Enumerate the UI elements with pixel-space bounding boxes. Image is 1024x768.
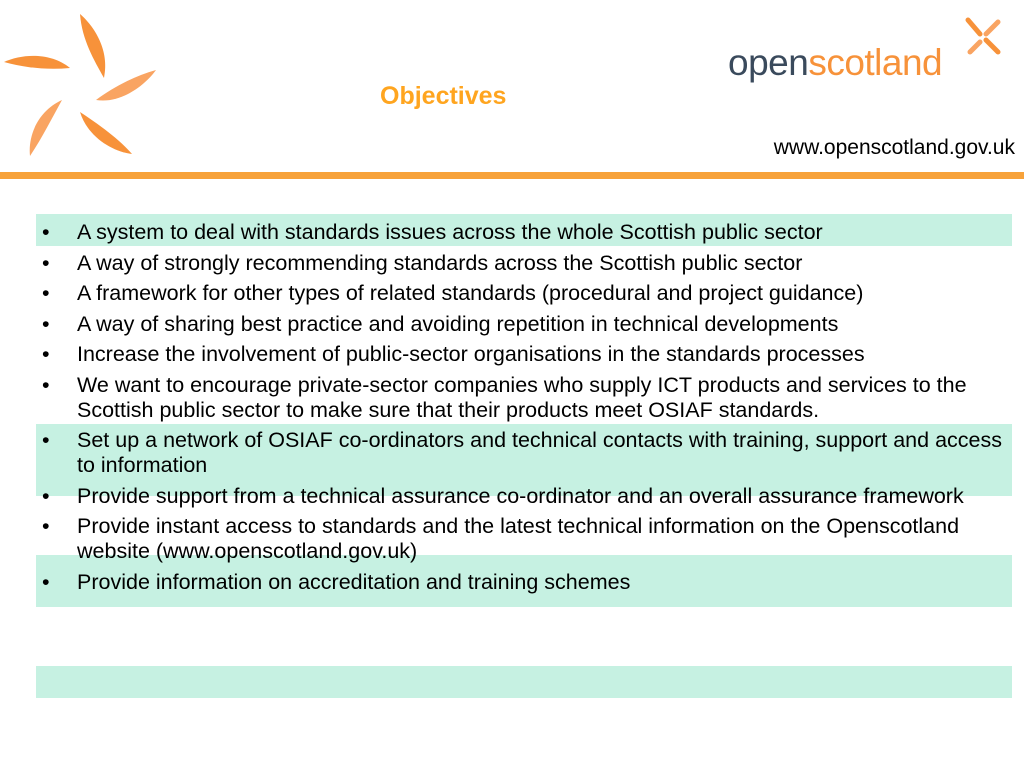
list-item-text: Set up a network of OSIAF co-ordinators and technical contacts with training, support and access to information — [77, 428, 1002, 477]
bullet: • — [42, 281, 50, 305]
bullet: • — [42, 483, 50, 508]
list-item-text: We want to encourage private-sector companies who supply ICT products and services to the Scottish public sector to make sure that their products meet OSIAF standards. — [77, 372, 967, 422]
bullet: • — [42, 514, 50, 538]
highlight-band — [36, 666, 1012, 698]
header-divider — [0, 172, 1024, 179]
brand-scotland-text: scotland — [808, 42, 943, 83]
saltire-mark-icon — [962, 16, 1004, 58]
objectives-list — [36, 220, 1016, 600]
list-item — [36, 428, 1016, 478]
bullet: • — [42, 428, 50, 452]
list-item-text: A way of sharing best practice and avoiding repetition in technical developments — [77, 311, 839, 336]
bullet: • — [42, 569, 50, 594]
brand-open-text: open — [728, 42, 809, 83]
list-item — [36, 251, 1016, 276]
list-item-text: Provide support from a technical assurance co-ordinator and an overall assurance framework — [77, 483, 964, 508]
list-item — [36, 312, 1016, 337]
list-item-text: Provide information on accreditation and training schemes — [77, 569, 631, 594]
bullet: • — [42, 311, 50, 336]
openscotland-wordmark — [728, 44, 942, 81]
bullet: • — [42, 372, 50, 397]
list-item-text: A system to deal with standards issues across the whole Scottish public sector — [77, 220, 823, 244]
list-item — [36, 373, 1016, 423]
list-item — [36, 484, 1016, 509]
list-item-text: Provide instant access to standards and the latest technical information on the Openscotland website (www.openscotland.gov.uk) — [77, 514, 960, 563]
pinwheel-logo-icon — [0, 0, 160, 165]
list-item-text: A way of strongly recommending standards across the Scottish public sector — [77, 250, 803, 275]
list-item — [36, 570, 1016, 595]
list-item — [36, 342, 1016, 367]
bullet: • — [42, 220, 50, 244]
list-item-text: A framework for other types of related standards (procedural and project guidance) — [77, 281, 864, 305]
website-url: www.openscotland.gov.uk — [773, 136, 1015, 159]
bullet: • — [42, 342, 50, 366]
list-item — [36, 514, 1016, 564]
slide-title: Objectives — [380, 82, 507, 110]
list-item — [36, 220, 1016, 245]
list-item-text: Increase the involvement of public-sector organisations in the standards processes — [77, 342, 865, 366]
list-item — [36, 281, 1016, 306]
bullet: • — [42, 250, 50, 275]
